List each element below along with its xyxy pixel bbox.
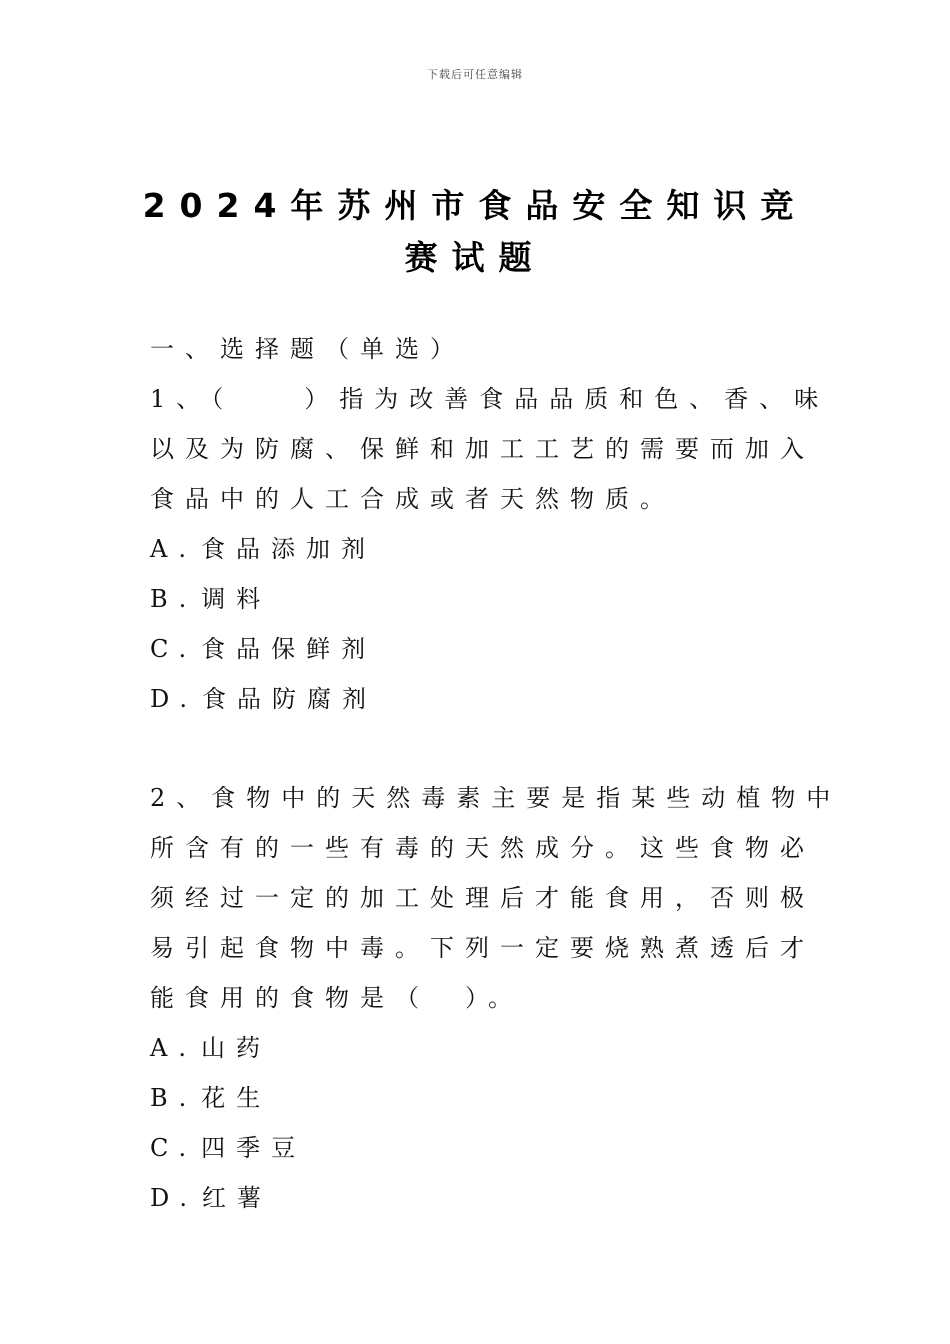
question-2-option-a	[150, 1033, 800, 1063]
question-1-option-a	[150, 534, 800, 564]
option-letter: C.	[150, 635, 198, 663]
question-2-line-2: 所含有的一些有毒的天然成分。这些食物必	[150, 834, 815, 862]
question-1-line-3: 食品中的人工合成或者天然物质。	[150, 485, 675, 513]
question-1-line-2: 以及为防腐、保鲜和加工工艺的需要而加入	[150, 435, 815, 463]
option-text: 四季豆	[201, 1134, 307, 1162]
document-title-line-2: 赛试题	[404, 238, 546, 277]
question-2-option-c	[150, 1133, 800, 1163]
option-letter: D.	[150, 1184, 199, 1212]
header-note: 下载后可任意编辑	[427, 68, 523, 81]
option-letter: A.	[150, 1034, 197, 1062]
option-text: 食品添加剂	[200, 535, 376, 563]
question-2-line-4: 易引起食物中毒。下列一定要烧熟煮透后才	[150, 934, 815, 962]
question-2-option-b	[150, 1083, 800, 1113]
section-heading: 一、选择题（单选）	[150, 335, 465, 363]
question-1-option-b	[150, 584, 800, 614]
option-letter: D.	[150, 685, 199, 713]
option-letter: B.	[150, 585, 198, 613]
option-text: 花生	[201, 1084, 272, 1112]
question-2-option-d	[150, 1183, 800, 1213]
option-text: 山药	[200, 1034, 271, 1062]
question-2-line-5: 能食用的食物是（ ）。	[150, 984, 523, 1012]
option-text: 食品防腐剂	[202, 685, 378, 713]
option-letter: B.	[150, 1084, 198, 1112]
option-text: 红薯	[202, 1184, 273, 1212]
question-2-line-3: 须经过一定的加工处理后才能食用，否则极	[150, 884, 815, 912]
option-text: 食品保鲜剂	[201, 635, 377, 663]
option-letter: A.	[150, 535, 197, 563]
option-letter: C.	[150, 1134, 198, 1162]
question-1-option-d	[150, 684, 800, 714]
question-1-line-1: 1、（ ）指为改善食品品质和色、香、味	[150, 385, 830, 413]
option-text: 调料	[201, 585, 272, 613]
question-2-line-1: 2、食物中的天然毒素主要是指某些动植物中	[150, 784, 842, 812]
document-title-line-1: 2024年苏州市食品安全知识竞	[142, 186, 808, 225]
question-1-option-c	[150, 634, 800, 664]
